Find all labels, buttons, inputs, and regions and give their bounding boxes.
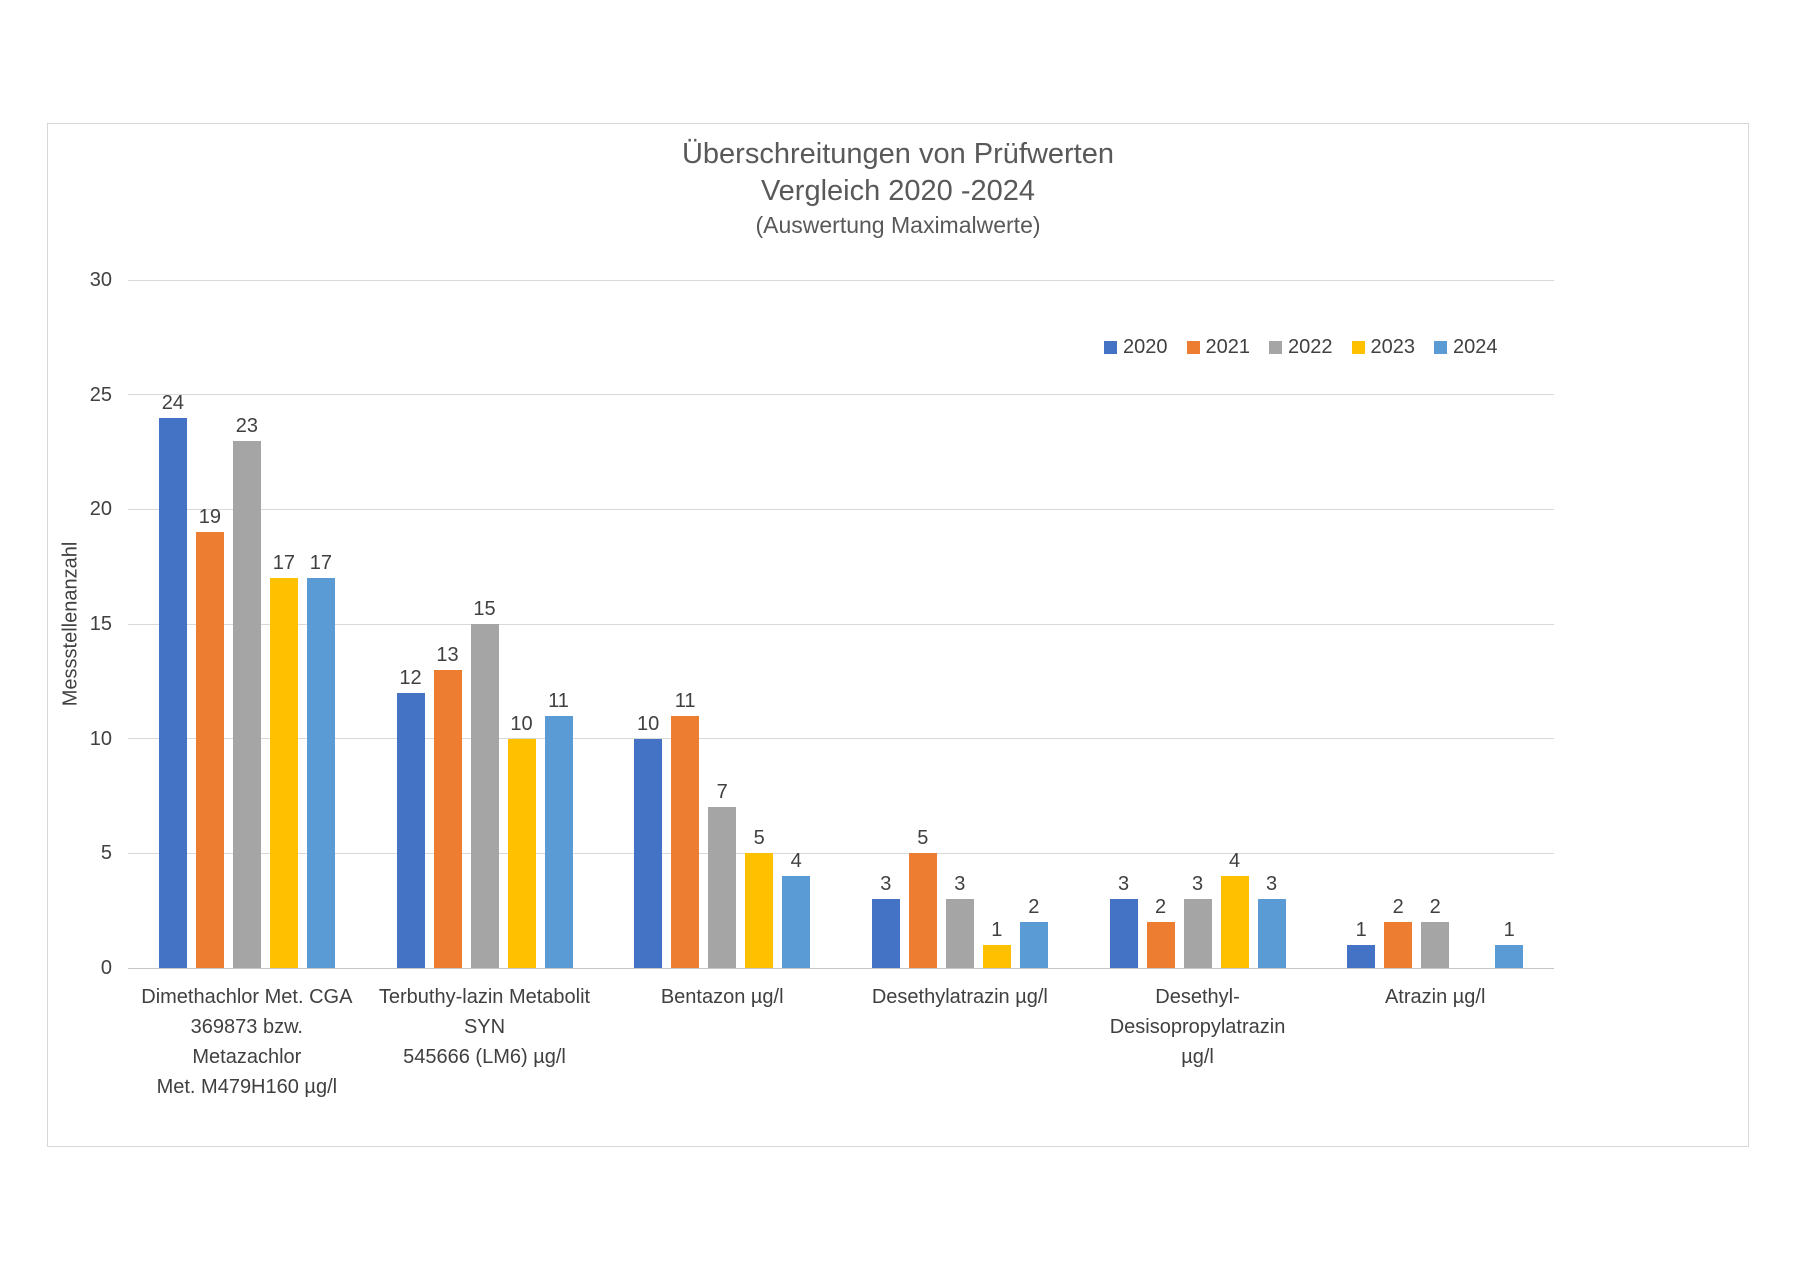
legend-swatch-icon <box>1352 341 1365 354</box>
bar-column <box>745 826 773 968</box>
bar-value-label: 11 <box>674 690 696 712</box>
bar-value-label: 5 <box>753 827 765 849</box>
chart-title-line-3: (Auswertung Maximalwerte) <box>755 212 1041 238</box>
y-tick-label: 25 <box>89 383 112 406</box>
bar-value-label: 15 <box>473 598 496 620</box>
y-tick-label: 5 <box>100 842 112 865</box>
bar-value-label: 10 <box>510 713 533 735</box>
legend-item-2024 <box>1434 336 1498 359</box>
bar-2024 <box>545 716 573 968</box>
bar-value-label: 4 <box>1228 850 1241 872</box>
bar-2021 <box>196 532 224 968</box>
bar-column <box>872 872 900 968</box>
bar-value-label: 11 <box>548 690 569 712</box>
bar-column <box>233 414 261 968</box>
bar-2023 <box>983 945 1011 968</box>
bar-2022 <box>946 899 974 968</box>
bar-2022 <box>708 807 736 968</box>
category-group <box>841 280 1079 968</box>
bar-value-label: 4 <box>790 850 802 872</box>
bar-2021 <box>671 716 699 968</box>
bar-value-label: 3 <box>1191 873 1204 895</box>
bar-2020 <box>1347 945 1375 968</box>
legend-label: 2024 <box>1453 336 1498 358</box>
category-label: Terbuthy-lazin Metabolit SYN 545666 (LM6) µg/l <box>378 986 591 1068</box>
bar-column <box>1495 918 1523 968</box>
legend-label: 2020 <box>1123 336 1168 358</box>
bar-column <box>1384 895 1412 968</box>
bar-2024 <box>782 876 810 968</box>
bar-2020 <box>1110 899 1138 968</box>
bar-value-label: 3 <box>1265 873 1278 895</box>
bar-2020 <box>397 693 425 968</box>
bar-column <box>671 689 699 968</box>
y-tick-label: 0 <box>100 957 112 979</box>
legend-swatch-icon <box>1187 341 1200 354</box>
bar-column <box>307 551 335 968</box>
y-tick-label: 10 <box>89 727 112 750</box>
y-tick-label: 30 <box>89 269 112 291</box>
bar-2022 <box>1184 899 1212 968</box>
bar-column <box>196 505 224 968</box>
bar-2020 <box>634 739 662 968</box>
bar-2024 <box>307 578 335 968</box>
bar-column <box>1221 849 1249 968</box>
legend-label: 2022 <box>1288 336 1333 358</box>
bar-column <box>1458 941 1486 968</box>
bar-column <box>634 712 662 968</box>
bar-column <box>1020 895 1048 968</box>
legend <box>1104 336 1498 359</box>
legend-swatch-icon <box>1434 341 1447 354</box>
chart-frame <box>47 123 1749 1147</box>
legend-item-2022 <box>1269 336 1333 359</box>
bar-value-label: 10 <box>637 713 660 735</box>
bar-2022 <box>233 441 261 968</box>
bar-2022 <box>1421 922 1449 968</box>
category-group <box>366 280 604 968</box>
bar-column <box>983 918 1011 968</box>
bar-column <box>471 597 499 968</box>
bar-value-label: 2 <box>1154 896 1167 918</box>
bar-2020 <box>159 418 187 968</box>
bar-value-label: 19 <box>198 506 221 528</box>
y-tick-label: 15 <box>89 613 112 635</box>
bar-column <box>1421 895 1449 968</box>
bar-column <box>1147 895 1175 968</box>
bar-value-label: 23 <box>235 415 258 437</box>
category-group <box>603 280 841 968</box>
plot-area <box>128 280 1554 968</box>
bar-column <box>508 712 536 968</box>
bar-2023 <box>508 739 536 968</box>
bar-2021 <box>909 853 937 968</box>
bar-column <box>397 666 425 968</box>
bar-value-label: 5 <box>917 827 929 849</box>
y-tick-label: 20 <box>89 498 112 521</box>
legend-item-2023 <box>1352 336 1416 359</box>
bar-value-label: 12 <box>399 667 422 689</box>
legend-label: 2023 <box>1370 336 1415 358</box>
bar-value-label: 2 <box>1028 896 1040 918</box>
legend-item-2020 <box>1104 336 1168 359</box>
bar-2023 <box>745 853 773 968</box>
bar-column <box>270 551 298 968</box>
category-label: Dimethachlor Met. CGA 369873 bzw. Metazachlor Met. M479H160 µg/l <box>141 986 353 1098</box>
bar-column <box>545 689 573 968</box>
bar-2024 <box>1495 945 1523 968</box>
bar-column <box>1347 918 1375 968</box>
bar-column <box>434 643 462 968</box>
category-label: Atrazin µg/l <box>1384 986 1486 1008</box>
bar-value-label: 1 <box>991 919 1003 941</box>
bar-value-label: 3 <box>954 873 966 895</box>
bar-2021 <box>1147 922 1175 968</box>
chart-title-line-1: Überschreitungen von Prüfwerten <box>681 138 1114 170</box>
category-labels-row <box>128 982 1554 1102</box>
bar-column <box>782 849 810 968</box>
category-group <box>1079 280 1317 968</box>
bars-layer <box>128 280 1554 968</box>
category-group <box>1316 280 1554 968</box>
bar-2021 <box>434 670 462 968</box>
chart-title-line-2: Vergleich 2020 -2024 <box>760 175 1036 207</box>
bar-column <box>946 872 974 968</box>
category-label: Desethylatrazin µg/l <box>871 986 1048 1008</box>
bar-value-label: 2 <box>1392 896 1404 918</box>
bar-value-label: 17 <box>272 552 295 574</box>
bar-2023 <box>270 578 298 968</box>
legend-swatch-icon <box>1269 341 1282 354</box>
bar-value-label: 1 <box>1355 919 1367 941</box>
bar-2020 <box>872 899 900 968</box>
legend-swatch-icon <box>1104 341 1117 354</box>
bar-column <box>1184 872 1212 968</box>
category-group <box>128 280 366 968</box>
bar-2023 <box>1221 876 1249 968</box>
category-label: Bentazon µg/l <box>660 986 784 1008</box>
bar-2024 <box>1020 922 1048 968</box>
bar-value-label: 13 <box>436 644 459 666</box>
bar-value-label: 2 <box>1429 896 1441 918</box>
bar-column <box>1258 872 1286 968</box>
bar-2021 <box>1384 922 1412 968</box>
category-label: Desethyl-Desisopropylatrazin µg/l <box>1109 986 1286 1068</box>
bar-2022 <box>471 624 499 968</box>
bar-2024 <box>1258 899 1286 968</box>
legend-label: 2021 <box>1205 336 1250 358</box>
bar-value-label: 17 <box>309 552 332 574</box>
bar-value-label: 3 <box>1117 873 1130 895</box>
bar-value-label: 1 <box>1503 919 1515 941</box>
bar-column <box>1110 872 1138 968</box>
bar-value-label: 7 <box>716 781 728 803</box>
bar-column <box>708 780 736 968</box>
bar-value-label: 24 <box>161 392 184 414</box>
chart-title-block <box>48 136 1748 241</box>
bar-column <box>159 391 187 968</box>
bar-column <box>909 826 937 968</box>
y-axis-title-text: Messstellenanzahl <box>59 541 82 707</box>
legend-item-2021 <box>1187 336 1251 359</box>
bar-value-label: 3 <box>880 873 892 895</box>
